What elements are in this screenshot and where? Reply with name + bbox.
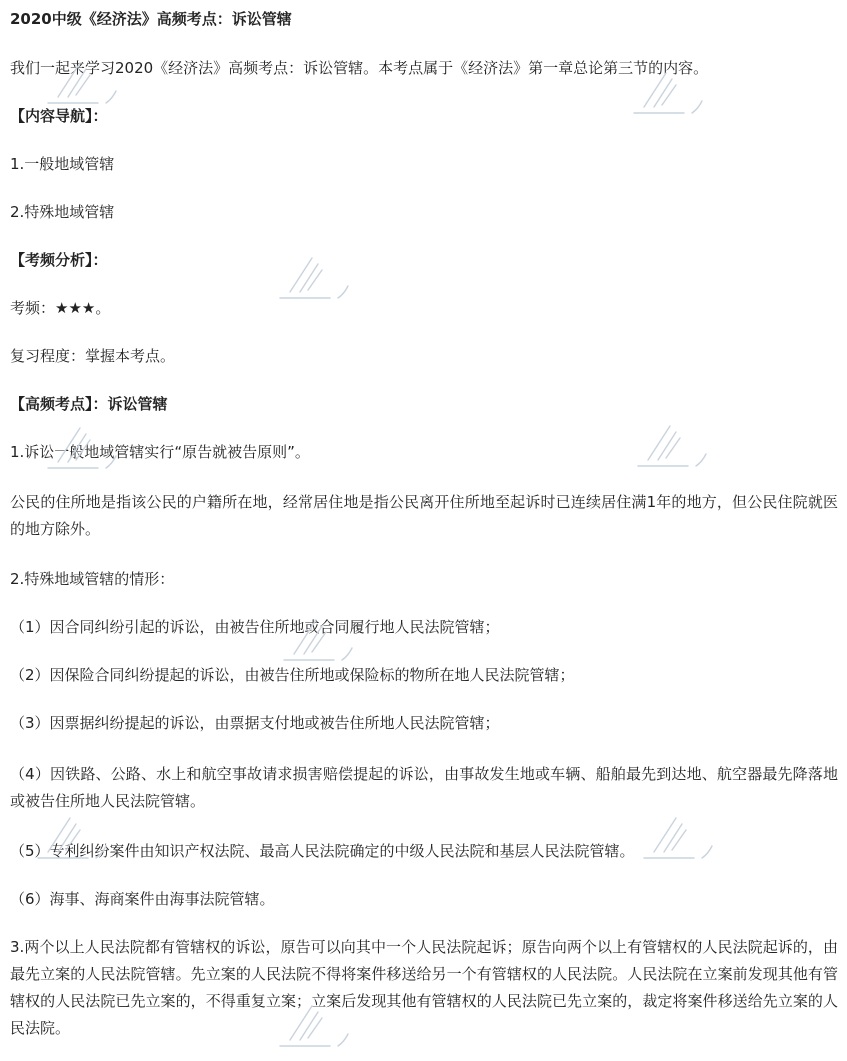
point1-detail: 公民的住所地是指该公民的户籍所在地，经常居住地是指公民离开住所地至起诉时已连续居住满1年的地方，但公民住院就医的地方除外。 — [10, 493, 838, 538]
point-heading: 【高频考点】：诉讼管辖 — [10, 395, 168, 413]
point1-text: 1.诉讼一般地域管辖实行“原告就被告原则”。 — [10, 443, 310, 461]
article-title: 2020中级《经济法》高频考点：诉讼管辖 — [10, 10, 292, 28]
nav-item-special: 2.特殊地域管辖 — [10, 203, 115, 221]
nav-item-general: 1.一般地域管辖 — [10, 155, 115, 173]
nav-heading: 【内容导航】： — [10, 107, 108, 125]
case-item-3: （3）因票据纠纷提起的诉讼，由票据支付地或被告住所地人民法院管辖； — [10, 714, 500, 732]
point2-text: 2.特殊地域管辖的情形： — [10, 570, 175, 588]
case-item-2: （2）因保险合同纠纷提起的诉讼，由被告住所地或保险标的物所在地人民法院管辖； — [10, 666, 575, 684]
case-item-1: （1）因合同纠纷引起的诉讼，由被告住所地或合同履行地人民法院管辖； — [10, 618, 500, 636]
point3-paragraph: 3.两个以上人民法院都有管辖权的诉讼，原告可以向其中一个人民法院起诉；原告向两个以上有管辖权的人民法院起诉的，由最先立案的人民法院管辖。先立案的人民法院不得将案件移送给另一个有管辖权的人民法院。人民法院在立案前发现其他有管辖权的人民法院已先立案的，不得重复立案；立案后发现其他有管辖权的人民法院已先立案的，裁定将案件移送给先立案的人民法院。 — [10, 938, 838, 1037]
case-item-5: （5）专利纠纷案件由知识产权法院、最高人民法院确定的中级人民法院和基层人民法院管辖。 — [10, 842, 635, 860]
intro-paragraph: 我们一起来学习2020《经济法》高频考点：诉讼管辖。本考点属于《经济法》第一章总论第三节的内容。 — [10, 59, 709, 77]
analysis-heading: 【考频分析】： — [10, 251, 108, 269]
frequency-text: 考频：★★★。 — [10, 299, 111, 317]
case-item-4: （4）因铁路、公路、水上和航空事故请求损害赔偿提起的诉讼，由事故发生地或车辆、船舶最先到达地、航空器最先降落地或被告住所地人民法院管辖。 — [10, 765, 838, 810]
review-level-text: 复习程度：掌握本考点。 — [10, 347, 176, 365]
case-item-6: （6）海事、海商案件由海事法院管辖。 — [10, 890, 275, 908]
